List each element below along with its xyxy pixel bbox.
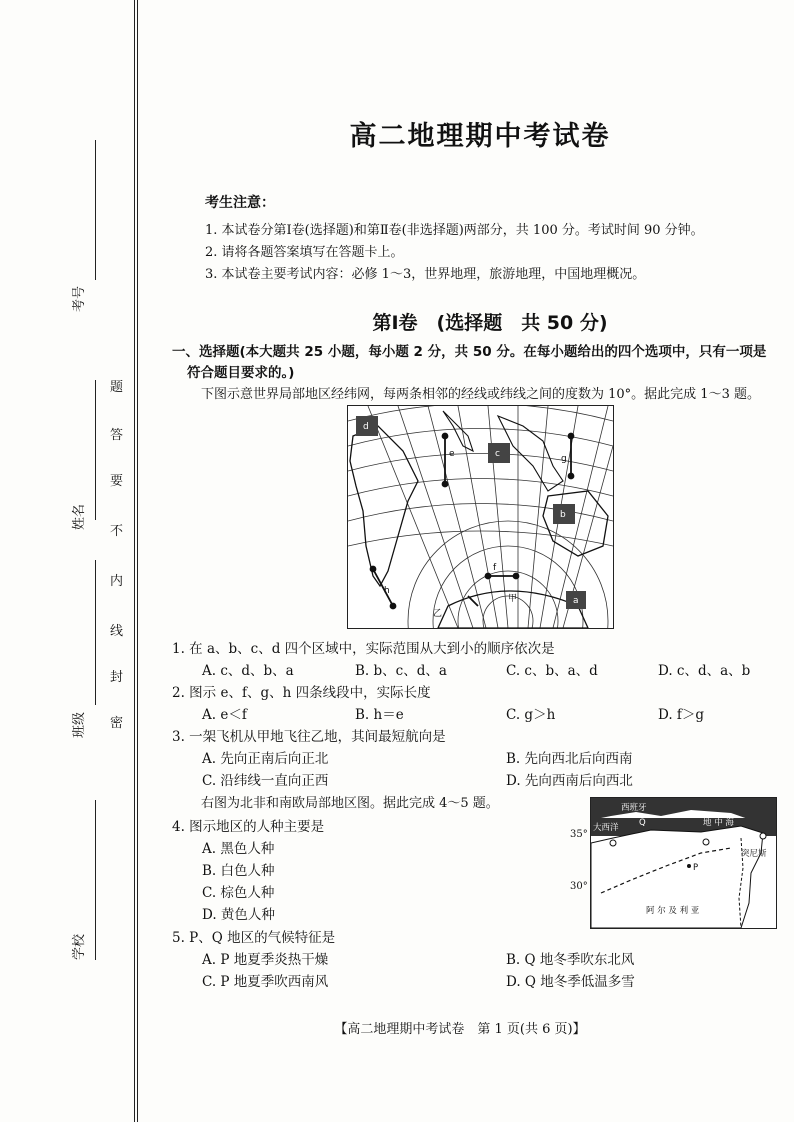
map1-intro: 下图示意世界局部地区经纬网，每两条相邻的经线或纬线之间的度数为 10°。据此完成 1～3 题。 xyxy=(201,387,760,402)
option[interactable]: B. h＝e xyxy=(355,707,404,723)
class-underline xyxy=(95,560,96,705)
sea-label: 地 中 海 xyxy=(703,818,734,828)
region-label: c xyxy=(495,449,500,459)
north-africa-map-svg xyxy=(591,798,776,928)
segment-label: f xyxy=(493,563,497,573)
seal-char: 题 xyxy=(110,380,124,395)
question-stem: 4. 图示地区的人种主要是 xyxy=(172,819,325,835)
option[interactable]: D. f＞g xyxy=(658,707,705,723)
exam-no-label: 考号 xyxy=(72,285,87,312)
point-label: Q xyxy=(639,818,646,828)
point-label: 乙 xyxy=(433,609,443,619)
question-stem: 1. 在 a、b、c、d 四个区域中，实际范围从大到小的顺序依次是 xyxy=(172,641,555,657)
country-label: 阿 尔 及 利 亚 xyxy=(646,906,700,916)
option[interactable]: A. P 地夏季炎热干燥 xyxy=(202,952,329,968)
graticule-map xyxy=(347,405,614,629)
seal-char: 不 xyxy=(110,524,124,539)
option[interactable]: A. e＜f xyxy=(202,707,247,723)
option[interactable]: B. Q 地冬季吹东北风 xyxy=(506,952,635,968)
option[interactable]: D. 黄色人种 xyxy=(202,907,275,923)
exam-no-underline xyxy=(95,140,96,280)
school-label: 学校 xyxy=(72,933,87,960)
map2-intro: 右图为北非和南欧局部地区图。据此完成 4～5 题。 xyxy=(201,796,499,811)
ocean-label: 大西洋 xyxy=(593,823,619,833)
option[interactable]: C. 沿纬线一直向正西 xyxy=(202,773,329,789)
option[interactable]: C. 棕色人种 xyxy=(202,885,275,901)
page-title: 高二地理期中考试卷 xyxy=(349,121,611,152)
option[interactable]: C. g＞h xyxy=(506,707,556,723)
point-label: 甲 xyxy=(508,594,518,604)
option[interactable]: A. 先向正南后向正北 xyxy=(202,751,329,767)
option[interactable]: C. P 地夏季吹西南风 xyxy=(202,974,329,990)
notice-heading: 考生注意： xyxy=(205,195,275,211)
seal-char: 密 xyxy=(110,716,124,731)
seal-char: 封 xyxy=(110,670,124,685)
notice-item: 2. 请将各题答案填写在答题卡上。 xyxy=(205,245,404,260)
latitude-label: 35° xyxy=(570,829,588,840)
question-stem: 2. 图示 e、f、g、h 四条线段中，实际长度 xyxy=(172,685,431,701)
section-heading: 第Ⅰ卷 (选择题 共 50 分) xyxy=(372,312,608,334)
option[interactable]: B. b、c、d、a xyxy=(355,663,447,679)
notice-item: 3. 本试卷主要考试内容：必修 1～3，世界地理，旅游地理，中国地理概况。 xyxy=(205,267,646,282)
name-underline xyxy=(95,380,96,520)
option[interactable]: A. 黑色人种 xyxy=(202,841,275,857)
section-instruction: 一、选择题(本大题共 25 小题，每小题 2 分，共 50 分。在每小题给出的四个选项中，只有一项是 xyxy=(172,344,767,360)
region-label: b xyxy=(560,510,566,520)
country-label: 突尼斯 xyxy=(741,849,767,859)
graticule-map-svg xyxy=(348,406,613,628)
segment-label: e xyxy=(449,449,455,459)
option[interactable]: B. 白色人种 xyxy=(202,863,275,879)
class-label: 班级 xyxy=(72,711,87,738)
option[interactable]: D. Q 地冬季低温多雪 xyxy=(506,974,635,990)
region-label: d xyxy=(363,422,369,432)
latitude-label: 30° xyxy=(570,881,588,892)
question-stem: 5. P、Q 地区的气候特征是 xyxy=(172,930,336,946)
seal-char: 内 xyxy=(110,574,124,589)
section-instruction-cont: 符合题目要求的。) xyxy=(187,365,295,381)
school-underline xyxy=(95,800,96,960)
north-africa-map xyxy=(590,797,777,929)
notice-item: 1. 本试卷分第Ⅰ卷(选择题)和第Ⅱ卷(非选择题)两部分，共 100 分。考试时间 90 分钟。 xyxy=(205,223,704,238)
region-label: a xyxy=(573,596,579,606)
binding-line-outer xyxy=(134,0,135,1122)
seal-char: 答 xyxy=(110,428,124,443)
page-footer: 【高二地理期中考试卷 第 1 页(共 6 页)】 xyxy=(334,1022,586,1037)
seal-char: 线 xyxy=(110,624,124,639)
option[interactable]: A. c、d、b、a xyxy=(202,663,294,679)
question-stem: 3. 一架飞机从甲地飞往乙地，其间最短航向是 xyxy=(172,729,446,745)
option[interactable]: B. 先向西北后向西南 xyxy=(506,751,633,767)
binding-line-inner xyxy=(137,0,138,1122)
option[interactable]: D. 先向西南后向西北 xyxy=(506,773,633,789)
point-label: P xyxy=(693,863,699,873)
segment-label: g xyxy=(561,454,567,464)
option[interactable]: C. c、b、a、d xyxy=(506,663,598,679)
country-label: 西班牙 xyxy=(621,803,647,813)
name-label: 姓名 xyxy=(72,503,87,530)
seal-char: 要 xyxy=(110,474,124,489)
segment-label: h xyxy=(384,586,390,596)
option[interactable]: D. c、d、a、b xyxy=(658,663,751,679)
